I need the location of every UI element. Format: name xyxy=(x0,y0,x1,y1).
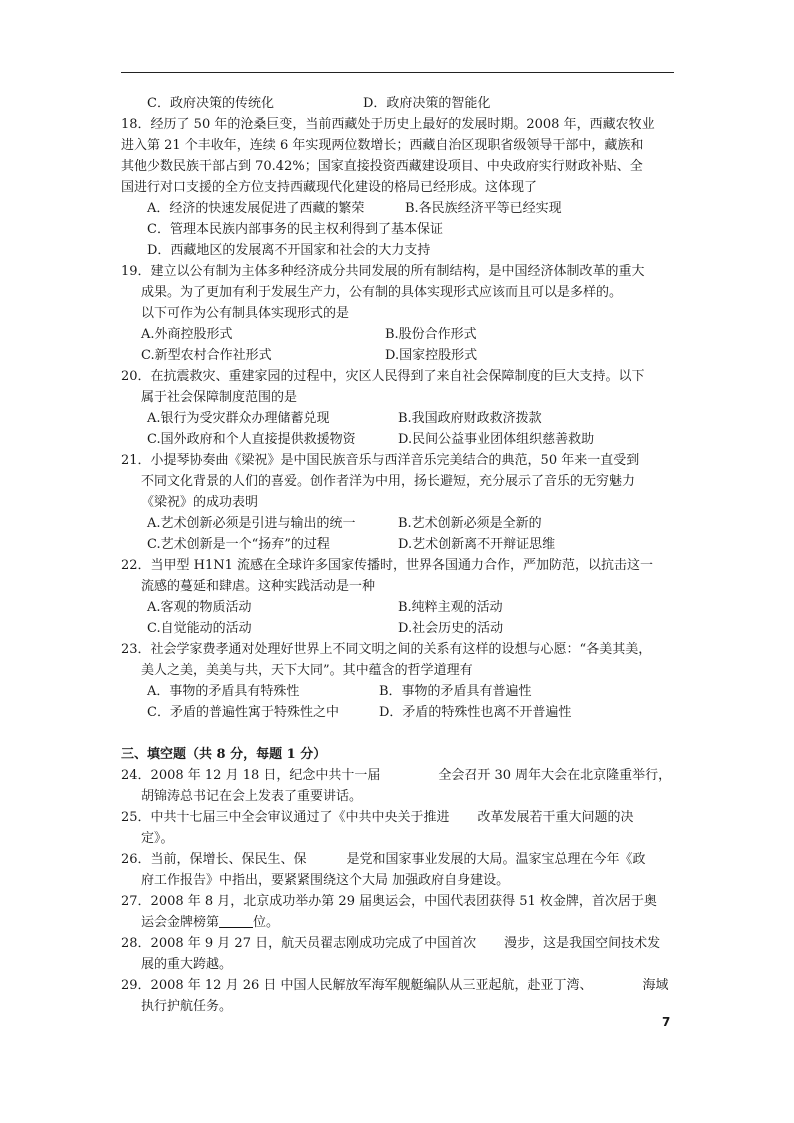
question-stem-line: 美人之美，美美与共，天下大同”。其中蕴含的哲学道理有 xyxy=(141,663,473,678)
option-c: C.自觉能动的活动 xyxy=(147,621,252,636)
question-stem-line: 20．在抗震救灾、重建家园的过程中，灾区人民得到了来自社会保障制度的巨大支持。以下 xyxy=(121,369,645,384)
option-d: D.国家控股形式 xyxy=(385,348,478,363)
option-row xyxy=(121,534,677,555)
header-rule xyxy=(121,72,674,73)
option-row xyxy=(121,408,677,429)
question-stem-line: 成果。为了更加有利于发展生产力，公有制的具体实现形式应该而且可以是多样的。 xyxy=(141,285,623,300)
question-stem-line: 其他少数民族干部占到 70.42%；国家直接投资西藏建设项目、中央政府实行财政补贴、全 xyxy=(121,159,643,174)
question-29 xyxy=(121,975,677,1017)
option-row xyxy=(121,702,677,723)
fill-text: 位。 xyxy=(253,915,280,930)
question-stem-line: 19．建立以公有制为主体多种经济成分共同发展的所有制结构，是中国经济体制改革的重大 xyxy=(121,264,645,279)
question-26 xyxy=(121,849,677,891)
question-stem-line: 《梁祝》的成功表明 xyxy=(141,495,259,510)
option-row xyxy=(121,681,677,702)
fill-text: 海域 xyxy=(642,978,669,993)
option-a: A.客观的物质活动 xyxy=(147,600,252,615)
option-b: B.艺术创新必须是全新的 xyxy=(398,516,542,531)
exam-page xyxy=(121,93,677,1017)
option-b: B.股份合作形式 xyxy=(385,327,477,342)
option-row xyxy=(121,324,677,345)
question-stem-line: 不同文化背景的人们的喜爱。创作者洋为中用，扬长避短，充分展示了音乐的无穷魅力 xyxy=(141,474,636,489)
question-27 xyxy=(121,891,677,933)
answer-blank[interactable] xyxy=(219,913,253,928)
question-stem-line: 属于社会保障制度范围的是 xyxy=(141,390,298,405)
fill-line xyxy=(121,849,677,870)
question-19 xyxy=(121,261,677,366)
question-stem-line: 进入第 21 个丰收年，连续 6 年实现两位数增长；西藏自治区现职省级领导干部中，藏族和 xyxy=(121,138,644,153)
option-a: A.银行为受灾群众办理储蓄兑现 xyxy=(147,411,330,426)
fill-line: 府工作报告》中指出，要紧紧围绕这个大局 加强政府自身建设。 xyxy=(141,873,510,888)
question-stem-line: 流感的蔓延和肆虐。这种实践活动是一种 xyxy=(141,579,376,594)
fill-text: 25．中共十七届三中全会审议通过了《中共中央关于推进 xyxy=(121,810,450,825)
fill-text: 改革发展若干重大问题的决 xyxy=(477,810,634,825)
fill-line: 展的重大跨越。 xyxy=(141,957,233,972)
option-a: A.外商控股形式 xyxy=(141,327,233,342)
option-row xyxy=(121,219,677,240)
option-d: D．西藏地区的发展离不开国家和社会的大力支持 xyxy=(147,243,431,258)
option-c: C.艺术创新是一个“扬弃”的过程 xyxy=(147,537,330,552)
question-stem-line: 以下可作为公有制具体实现形式的是 xyxy=(141,306,350,321)
fill-text: 28．2008 年 9 月 27 日，航天员翟志刚成功完成了中国首次 xyxy=(121,936,477,951)
fill-text: 26．当前，保增长、保民生、保 xyxy=(121,852,307,867)
fill-line: 27．2008 年 8 月，北京成功举办第 29 届奥运会，中国代表团获得 51 枚金牌，首次居于奥 xyxy=(121,894,657,909)
q17-option-d: D．政府决策的智能化 xyxy=(363,96,491,111)
section-gap xyxy=(121,723,677,744)
option-row xyxy=(121,513,677,534)
option-row xyxy=(121,597,677,618)
option-d: D.社会历史的活动 xyxy=(398,621,504,636)
option-d: D.民间公益事业团体组织慈善救助 xyxy=(398,432,595,447)
question-stem-line: 18．经历了 50 年的沧桑巨变，当前西藏处于历史上最好的发展时期。2008 年，西藏农牧业 xyxy=(121,117,655,132)
question-22 xyxy=(121,555,677,639)
question-28 xyxy=(121,933,677,975)
question-24 xyxy=(121,765,677,807)
question-stem-line: 21．小提琴协奏曲《梁祝》是中国民族音乐与西洋音乐完美结合的典范，50 年来一直受到 xyxy=(121,453,640,468)
fill-line xyxy=(121,912,677,933)
fill-text: 漫步，这是我国空间技术发 xyxy=(504,936,661,951)
option-row xyxy=(121,198,677,219)
fill-text: 全会召开 30 周年大会在北京隆重举行， xyxy=(438,768,672,783)
option-c: C.国外政府和个人直接提供救援物资 xyxy=(147,432,356,447)
option-c: C．矛盾的普遍性寓于特殊性之中 xyxy=(147,705,339,720)
page-number: 7 xyxy=(662,1015,671,1029)
fill-line xyxy=(121,975,677,996)
question-21 xyxy=(121,450,677,555)
fill-line xyxy=(121,765,677,786)
question-23 xyxy=(121,639,677,723)
option-d: D.艺术创新离不开辩证思维 xyxy=(398,537,556,552)
option-row xyxy=(121,429,677,450)
option-a: A．事物的矛盾具有特殊性 xyxy=(147,684,300,699)
option-row xyxy=(121,618,677,639)
section-title: 三、填空题（共 8 分，每题 1 分） xyxy=(121,747,327,762)
option-b: B.纯粹主观的活动 xyxy=(398,600,503,615)
option-a: A．经济的快速发展促进了西藏的繁荣 xyxy=(147,201,365,216)
option-c: C．管理本民族内部事务的民主权利得到了基本保证 xyxy=(147,222,443,237)
fill-text: 是党和国家事业发展的大局。温家宝总理在今年《政 xyxy=(346,852,646,867)
question-18 xyxy=(121,114,677,261)
question-25 xyxy=(121,807,677,849)
option-row xyxy=(121,240,677,261)
fill-line: 定》。 xyxy=(141,831,174,846)
fill-text: 29．2008 年 12 月 26 日 中国人民解放军海军舰艇编队从三亚起航，赴亚丁湾、 xyxy=(121,978,593,993)
fill-text: 运会金牌榜第 xyxy=(141,915,220,930)
option-b: B.我国政府财政救济拨款 xyxy=(398,411,542,426)
q17-option-c: C．政府决策的传统化 xyxy=(147,96,274,111)
question-stem-line: 22．当甲型 H1N1 流感在全球许多国家传播时，世界各国通力合作，严加防范，以抗击这一 xyxy=(121,558,654,573)
option-b: B．事物的矛盾具有普遍性 xyxy=(379,684,532,699)
fill-line: 胡锦涛总书记在会上发表了重要讲话。 xyxy=(141,789,363,804)
question-stem-line: 23．社会学家费孝通对处理好世界上不同文明之间的关系有这样的设想与心愿：“各美其美， xyxy=(121,642,652,657)
option-c: C.新型农村合作社形式 xyxy=(141,348,272,363)
option-b: B.各民族经济平等已经实现 xyxy=(405,201,562,216)
fill-line xyxy=(121,807,677,828)
question-stem-line: 国进行对口支援的全方位支持西藏现代化建设的格局已经形成。这体现了 xyxy=(121,180,538,195)
question-20 xyxy=(121,366,677,450)
fill-text: 24．2008 年 12 月 18 日，纪念中共十一届 xyxy=(121,768,381,783)
fill-line: 执行护航任务。 xyxy=(141,999,233,1014)
q17-options-row xyxy=(121,93,677,114)
option-d: D．矛盾的特殊性也离不开普遍性 xyxy=(379,705,572,720)
option-a: A.艺术创新必须是引进与输出的统一 xyxy=(147,516,356,531)
option-row xyxy=(121,345,677,366)
fill-line xyxy=(121,933,677,954)
